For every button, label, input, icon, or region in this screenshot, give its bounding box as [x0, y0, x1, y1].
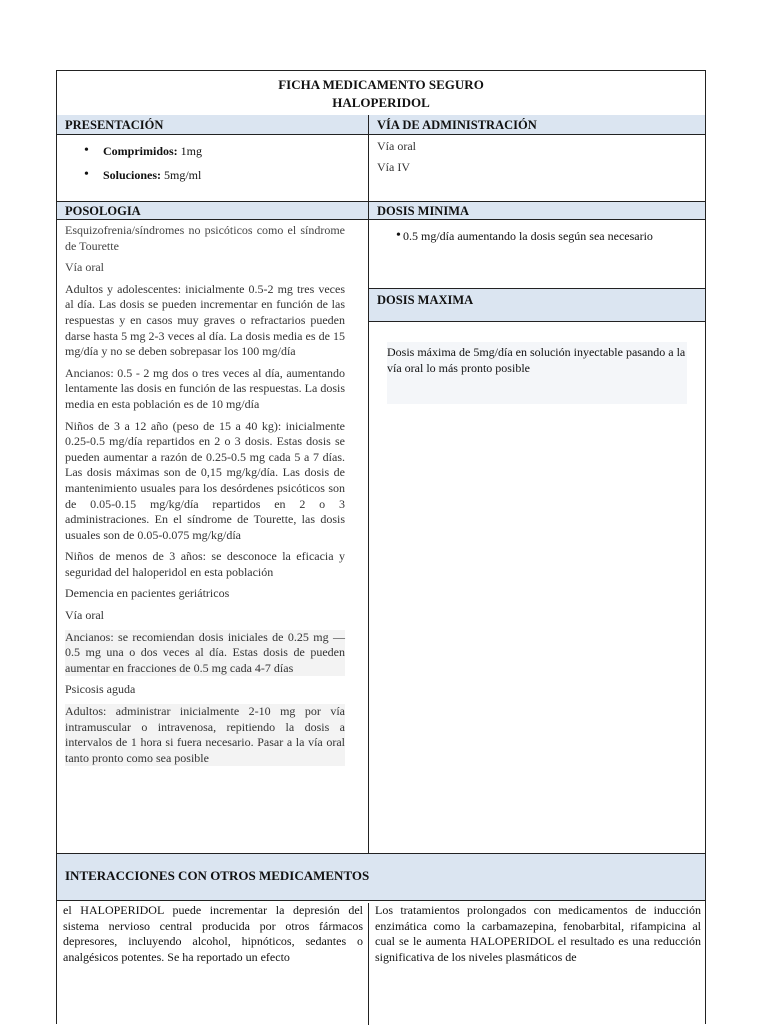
dosis-maxima-text: Dosis máxima de 5mg/día en solución inyectable pasando a la vía oral lo más pronto posible — [387, 342, 687, 404]
presentacion-header: PRESENTACIÓN — [57, 115, 368, 135]
via-header: VÍA DE ADMINISTRACIÓN — [369, 115, 705, 135]
via-item: Vía oral — [377, 139, 416, 153]
posologia-paragraph: Psicosis aguda — [65, 682, 136, 697]
posologia-paragraph: Niños de menos de 3 años: se desconoce la eficacia y seguridad del haloperidol en esta población — [65, 549, 345, 579]
presentacion-item — [57, 143, 368, 159]
posologia-paragraph: Demencia en pacientes geriátricos — [65, 586, 230, 601]
presentacion-item-value: 5mg/ml — [161, 168, 202, 182]
posologia-paragraph: Adultos: administrar inicialmente 2-10 mg por vía intramuscular o intravenosa, repitiendo la dosis a intervalos de 1 hora si fuera necesario. Pasar a la vía oral tanto pronto como sea posible — [65, 704, 345, 765]
interacciones-header: INTERACCIONES CON OTROS MEDICAMENTOS — [57, 853, 705, 901]
via-item: Vía IV — [377, 159, 410, 174]
posologia-paragraph: Niños de 3 a 12 año (peso de 15 a 40 kg): inicialmente 0.25-0.5 mg/día repartidos en 2 o 3 dosis. Estas dosis se pueden aumentar a razón de 0.25-0.5 mg cada 5 a 7 días. Las dosis máximas son de 0,15 mg/kg/día. Las dosis de mantenimiento usuales para los desórdenes psicóticos son de 0.05-0.15 mg/kg/día repartidos en 2 o 3 administraciones. En el síndrome de Tourette, las dosis usuales son de 0.05-0.075 mg/kg/día — [65, 418, 345, 542]
presentacion-item-label: Soluciones: — [103, 168, 162, 182]
posologia-paragraph: Ancianos: 0.5 - 2 mg dos o tres veces al día, aumentando lentamente las dosis en función de las respuestas. La dosis media en esta población es de 10 mg/día — [65, 365, 345, 411]
presentacion-item — [57, 167, 368, 183]
posologia-paragraph: Vía oral — [65, 608, 104, 623]
posologia-paragraph: Ancianos: se recomiendan dosis iniciales de 0.25 mg —0.5 mg una o dos veces al día. Estas dosis de pueden aumentar en fracciones de 0.5 mg cada 4-7 días — [65, 629, 345, 675]
sheet-title — [57, 71, 705, 116]
posologia-body — [57, 220, 368, 766]
dosis-minima-item — [369, 228, 705, 244]
dosis-minima-text: 0.5 mg/día aumentando la dosis según sea necesario — [403, 229, 653, 243]
posologia-paragraph: Vía oral — [65, 260, 104, 275]
column-divider-bottom — [368, 903, 369, 1025]
interacciones-right: Los tratamientos prolongados con medicamentos de inducción enzimática como la carbamazepina, fenobarbital, rifampicina al cual se le aumenta HALOPERIDOL el resultado es una reducción significativa de los niveles plasmáticos de — [375, 903, 701, 964]
title-line-1: FICHA MEDICAMENTO SEGURO — [278, 77, 484, 92]
title-line-2: HALOPERIDOL — [332, 95, 430, 110]
medication-sheet — [56, 70, 706, 1024]
dosis-minima-section — [369, 202, 705, 289]
via-section — [369, 115, 705, 202]
dosis-maxima-section — [369, 289, 705, 404]
posologia-section — [57, 202, 368, 772]
posologia-paragraph: Adultos y adolescentes: inicialmente 0.5-2 mg tres veces al día. Las dosis se pueden incrementar en función de las respuestas y en casos muy graves o refractarios pueden darse hasta 5 mg 2-3 veces al día. La dosis media es de 15 mg/día y no se deben sobrepasar los 100 mg/día — [65, 281, 345, 359]
presentacion-item-value: 1mg — [177, 144, 203, 158]
interacciones-left: el HALOPERIDOL puede incrementar la depresión del sistema nervioso central producida por otros fármacos depresores, incluyendo alcohol, hipnóticos, sedantes o analgésicos potentes. Se ha reportado un efecto — [63, 903, 363, 964]
presentacion-item-label: Comprimidos: — [103, 144, 178, 158]
posologia-header: POSOLOGIA — [57, 202, 368, 220]
presentacion-section — [57, 115, 368, 202]
dosis-minima-header: DOSIS MINIMA — [369, 202, 705, 220]
dosis-maxima-header: DOSIS MAXIMA — [369, 289, 705, 322]
posologia-paragraph: Esquizofrenia/síndromes no psicóticos como el síndrome de Tourette — [65, 223, 345, 253]
